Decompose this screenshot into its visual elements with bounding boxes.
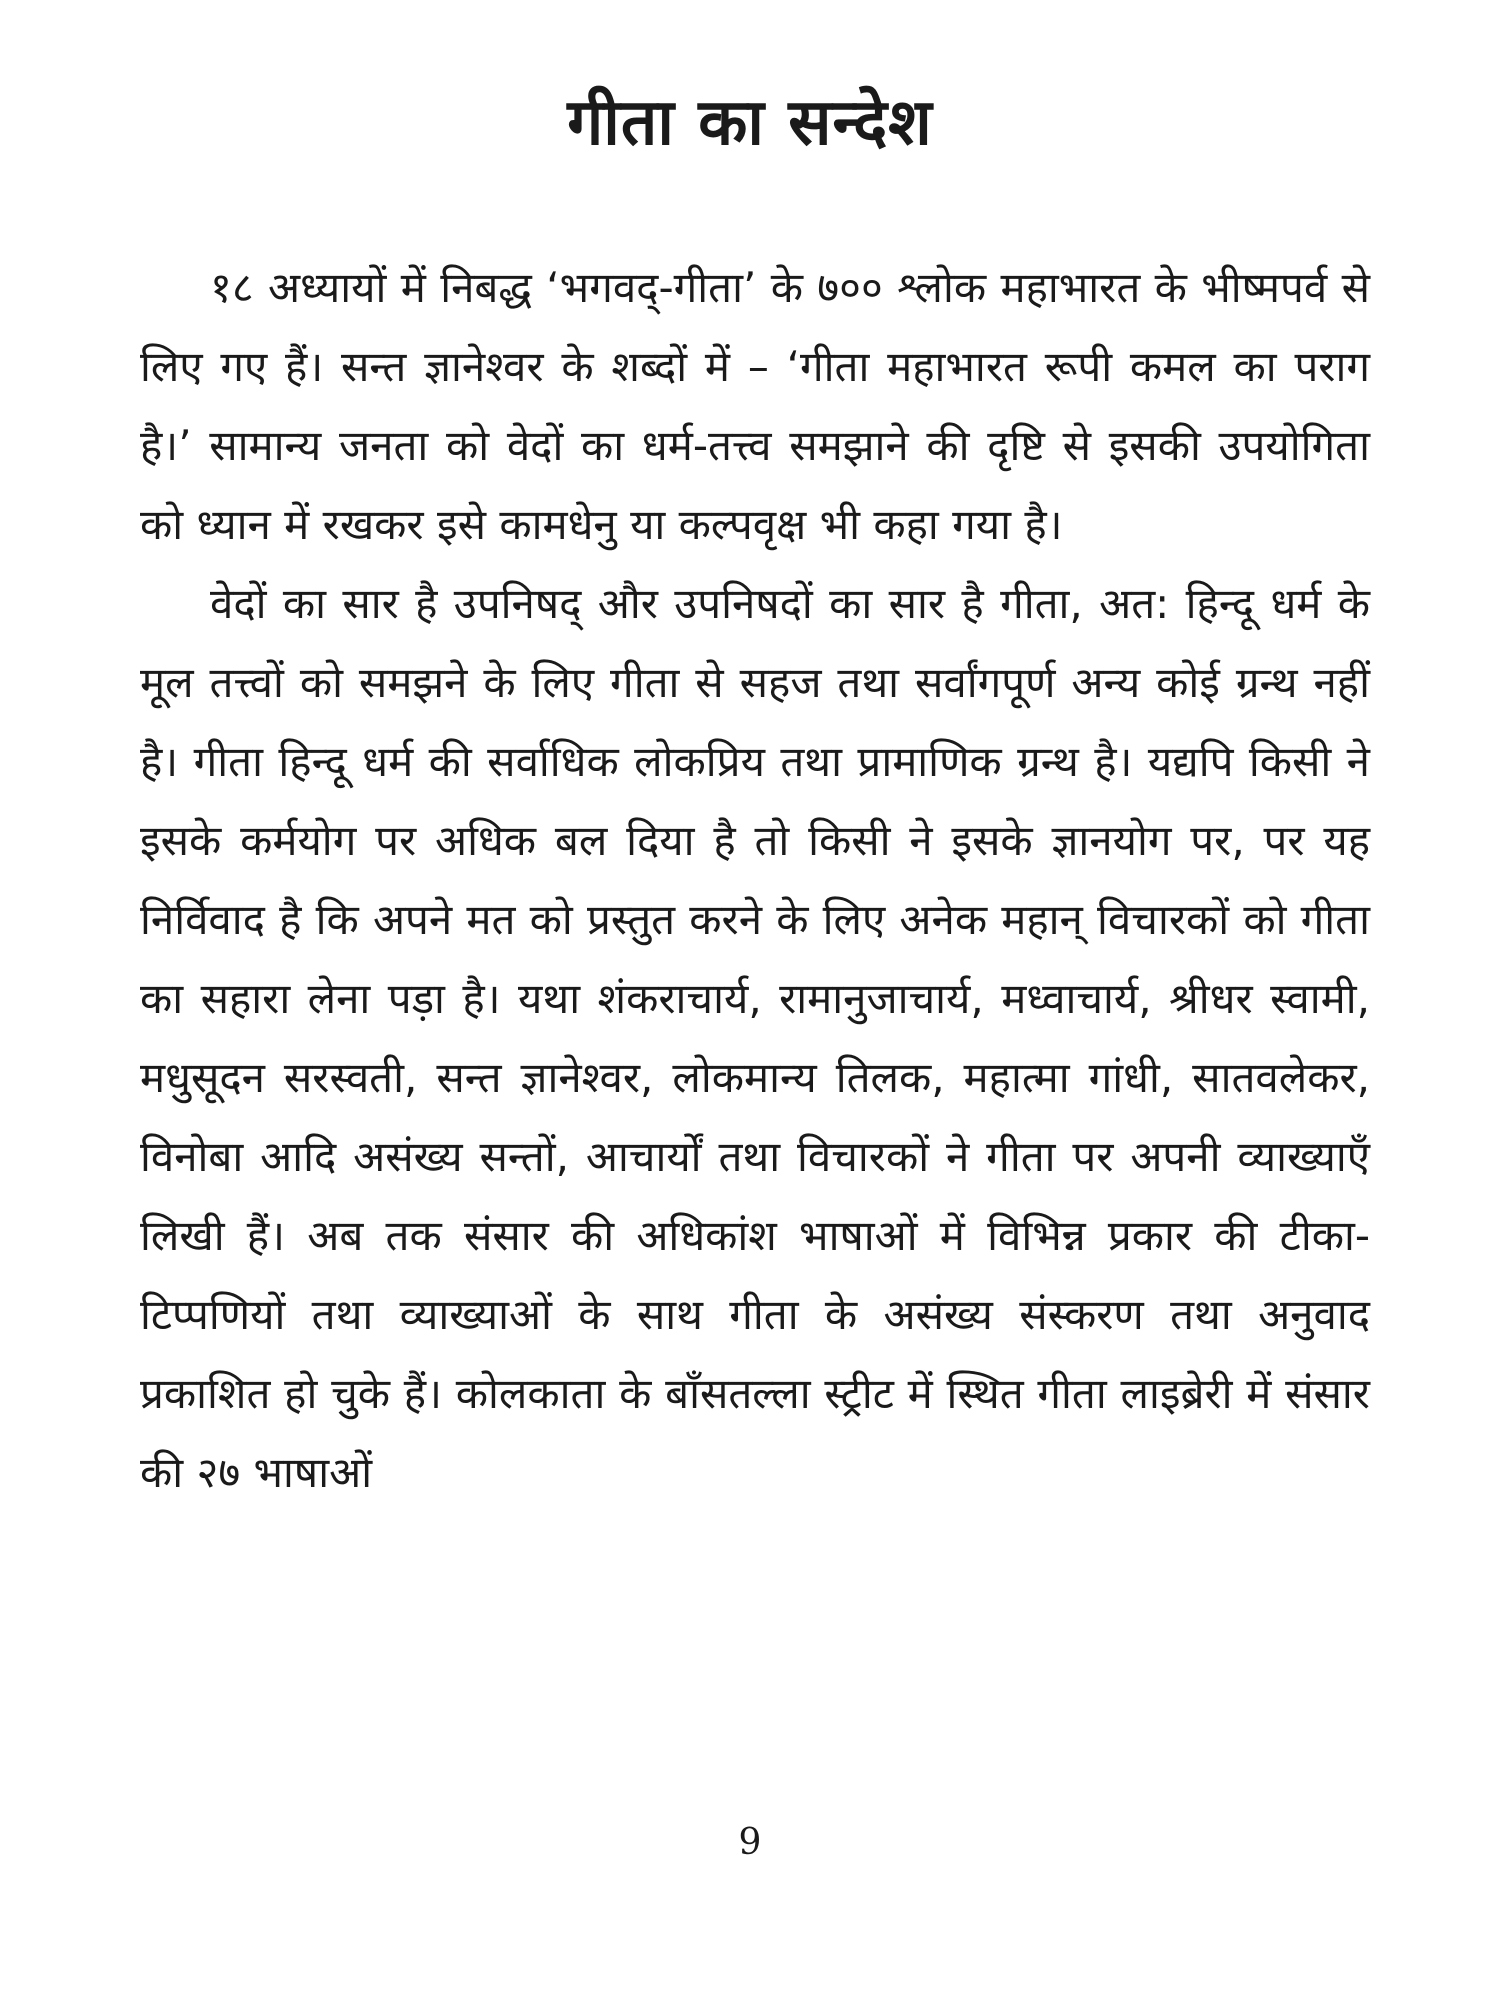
paragraph-1: १८ अध्यायों में निबद्ध ‘भगवद्-गीता’ के ७०० श्लोक महाभारत के भीष्मपर्व से लिए गए हैं। सन्त ज्ञानेश्वर के शब्दों में – ‘गीता महाभारत रूपी कमल का पराग है।’ सामान्य जनता को वेदों का धर्म-तत्त्व समझाने की दृष्टि से इसकी उपयोगिता को ध्यान में रखकर इसे कामधेनु या कल्पवृक्ष भी कहा गया है। <box>140 263 1370 549</box>
page-number: 9 <box>738 1822 762 1863</box>
body-text <box>140 248 1370 1512</box>
paragraph-2: वेदों का सार है उपनिषद् और उपनिषदों का सार है गीता, अत: हिन्दू धर्म के मूल तत्त्वों को समझने के लिए गीता से सहज तथा सर्वांगपूर्ण अन्य कोई ग्रन्थ नहीं है। गीता हिन्दू धर्म की सर्वाधिक लोकप्रिय तथा प्रामाणिक ग्रन्थ है। यद्यपि किसी ने इसके कर्मयोग पर अधिक बल दिया है तो किसी ने इसके ज्ञानयोग पर, पर यह निर्विवाद है कि अपने मत को प्रस्तुत करने के लिए अनेक महान् विचारकों को गीता का सहारा लेना पड़ा है। यथा शंकराचार्य, रामानुजाचार्य, मध्वाचार्य, श्रीधर स्वामी, मधुसूदन सरस्वती, सन्त ज्ञानेश्वर, लोकमान्य तिलक, महात्मा गांधी, सातवलेकर, विनोबा आदि असंख्य सन्तों, आचार्यों तथा विचारकों ने गीता पर अपनी व्याख्याएँ लिखी हैं। अब तक संसार की अधिकांश भाषाओं में विभिन्न प्रकार की टीका-टिप्पणियों तथा व्याख्याओं के साथ गीता के असंख्य संस्करण तथा अनुवाद प्रकाशित हो चुके हैं। कोलकाता के बाँसतल्ला स्ट्रीट में स्थित गीता लाइब्रेरी में संसार की २७ भाषाओं <box>140 579 1370 1497</box>
page-title: गीता का सन्देश <box>567 86 933 160</box>
